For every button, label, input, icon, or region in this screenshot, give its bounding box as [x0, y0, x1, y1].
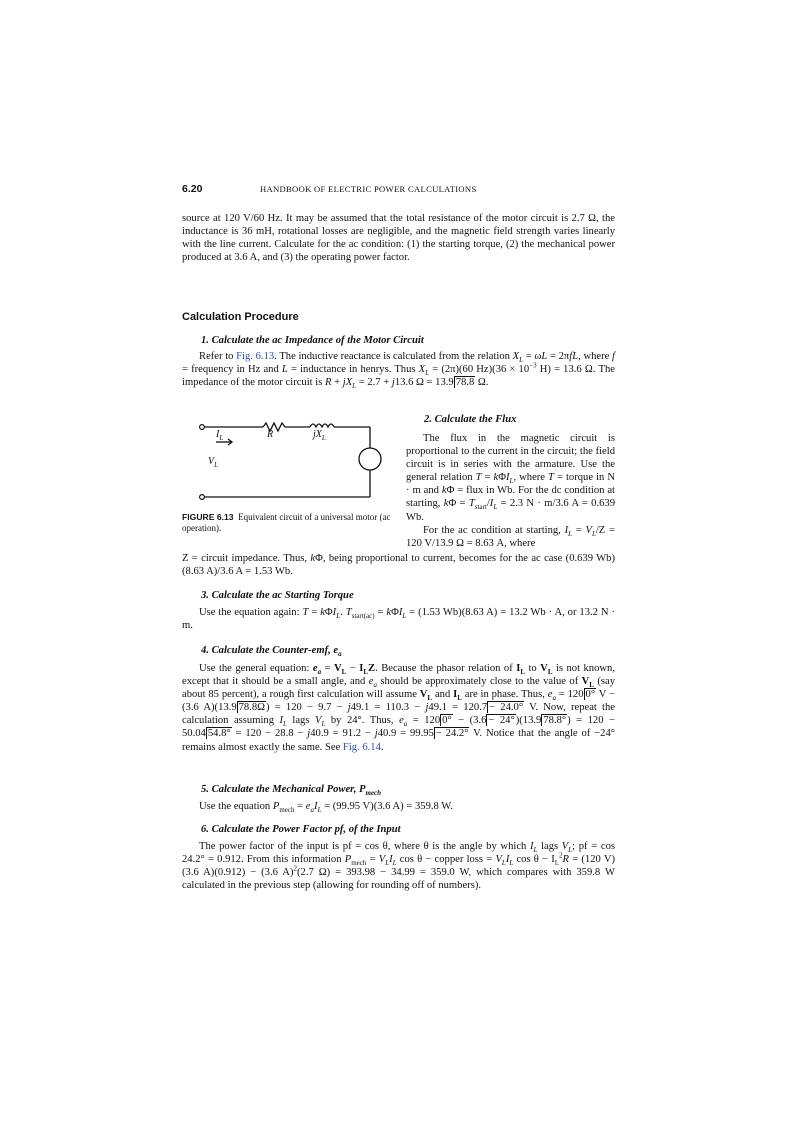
circuit-r-label: R [267, 429, 274, 440]
running-title: HANDBOOK OF ELECTRIC POWER CALCULATIONS [260, 184, 477, 194]
step-5-body: Use the equation $P_{mech} = e_aI_L = (99.95$ V)(3.6 A) = 359.8 W. [199, 801, 453, 815]
step-1-heading: 1. Calculate the ac Impedance of the Motor Circuit [201, 335, 424, 346]
figure-caption-text: Equivalent circuit of a universal motor (ac operation). [182, 512, 391, 533]
step-1-body: Refer to Fig. 6.13. The inductive reactance is calculated from the relation $X_L = \omega L = 2\pi fL$, where f = frequency in Hz and L = inductance in henrys. Thus $X_L = (2\pi)(60$ $Hz)(36 \times 10^{-3}$ H) = 13.6 Ω. The impedance of the motor circuit is $R + jX_L = 2.7 + j13.6$ Ω = 13.9 78.8 Ω. [182, 351, 615, 391]
fig-6-13-link[interactable]: Fig. 6.13 [236, 351, 275, 362]
section-title: Calculation Procedure [182, 311, 299, 323]
circuit-il-label: $I_L$ [216, 429, 224, 442]
step-2-continued: Z = circuit impedance. Thus, kΦ, being proportional to current, becomes for the ac case (0.639 Wb)(8.63 A)/3.6 A = 1.53 Wb. [182, 553, 615, 578]
circuit-jxl-label: $jX_L$ [313, 429, 326, 442]
intro-text: source at 120 V/60 Hz. It may be assumed that the total resistance of the motor circuit is 2.7 Ω, the inductance is 36 mH, rotational losses are negligible, and the magnetic field strength varies linearly with the line current. Calculate for the ac condition: (1) the starting torque, (2) the mechanical power produced at 3.6 A, and (3) the operating power factor. [182, 213, 615, 264]
running-header [182, 183, 616, 197]
step-5-heading: 5. Calculate the Mechanical Power, $P_{mech}$ [201, 784, 382, 798]
figure-6-13-circuit [182, 418, 394, 518]
step-3-heading: 3. Calculate the ac Starting Torque [201, 590, 354, 601]
step-3-body: Use the equation again: T = kΦI$_L$. $T_{start(ac)} = k\Phi I_L = (1.53$ Wb)(8.63 A) = 13.2 Wb · A, or 13.2 N · m. [182, 607, 615, 632]
step-2-heading: 2. Calculate the Flux [424, 414, 517, 425]
step-4-heading: 4. Calculate the Counter-emf, $e_a$ [201, 645, 342, 659]
figure-caption [182, 512, 392, 534]
figure-label: FIGURE 6.13 [182, 512, 234, 522]
fig-6-14-link[interactable]: Fig. 6.14 [342, 741, 381, 753]
intro-paragraph [182, 212, 615, 264]
circuit-vl-label: $V_L$ [208, 456, 219, 469]
step-4-body: Use the general equation: $e_a = V_L - I_LZ$. Because the phasor relation of $I_L$ to $V_L$ is not known, except that it should be a small angle, and $e_a$ should be approximately close to the value of $V_L$ (say about 85 percent), a rough first calculation will assume $V_L$ and $I_L$ are in phase. Thus, $e_a = 120$ 0° V − (3.6 A)(13.9 78.8Ω) = 120 − 9.7 − j49.1 = 110.3 − j49.1 = 120.7 − 24.0° V. Now, repeat the calculation assuming $I_L$ lags $V_L$ by 24°. Thus, $e_a = 120$ 0° − (3.6 − 24°)(13.9 78.8°) = 120 − 50.04 54.8° = 120 − 28.8 − j40.9 = 91.2 − j40.9 = 99.95 − 24.2° V. Notice that the angle of −24° remains almost exactly the same. See Fig. 6.14. [182, 663, 616, 753]
step-2-body: The flux in the magnetic circuit is proportional to the current in the circuit; the field circuit is in series with the armature. Use the general relation T = kΦI$_L$, where T = torque in N · m and kΦ = flux in Wb. For the dc condition at starting, $k\Phi = T_{start}/I_L = 2.3$ N · m/3.6 A = 0.639 Wb. For the ac condition at starting, $I_L = V_L/Z = 120$ V/13.9 Ω = 8.63 A, where [406, 433, 616, 549]
step-6-body: The power factor of the input is pf = cos θ, where θ is the angle by which $I_L$ lags $V_L$; pf = cos 24.2° = 0.912. From this information $P_{mech} = V_LI_L$ cos θ − copper loss = $V_LI_L$ $\cos \theta - I_L^2R = (120$ V)(3.6 A)(0.912) − (3.6 A)$^2$(2.7 Ω) = 393.98 − 34.99 = 359.0 W, which compares with 359.8 W calculated in the previous step (allowing for rounding off of numbers). [182, 841, 616, 892]
step-6-heading: 6. Calculate the Power Factor pf, of the Input [201, 824, 401, 835]
page-number: 6.20 [182, 183, 203, 195]
